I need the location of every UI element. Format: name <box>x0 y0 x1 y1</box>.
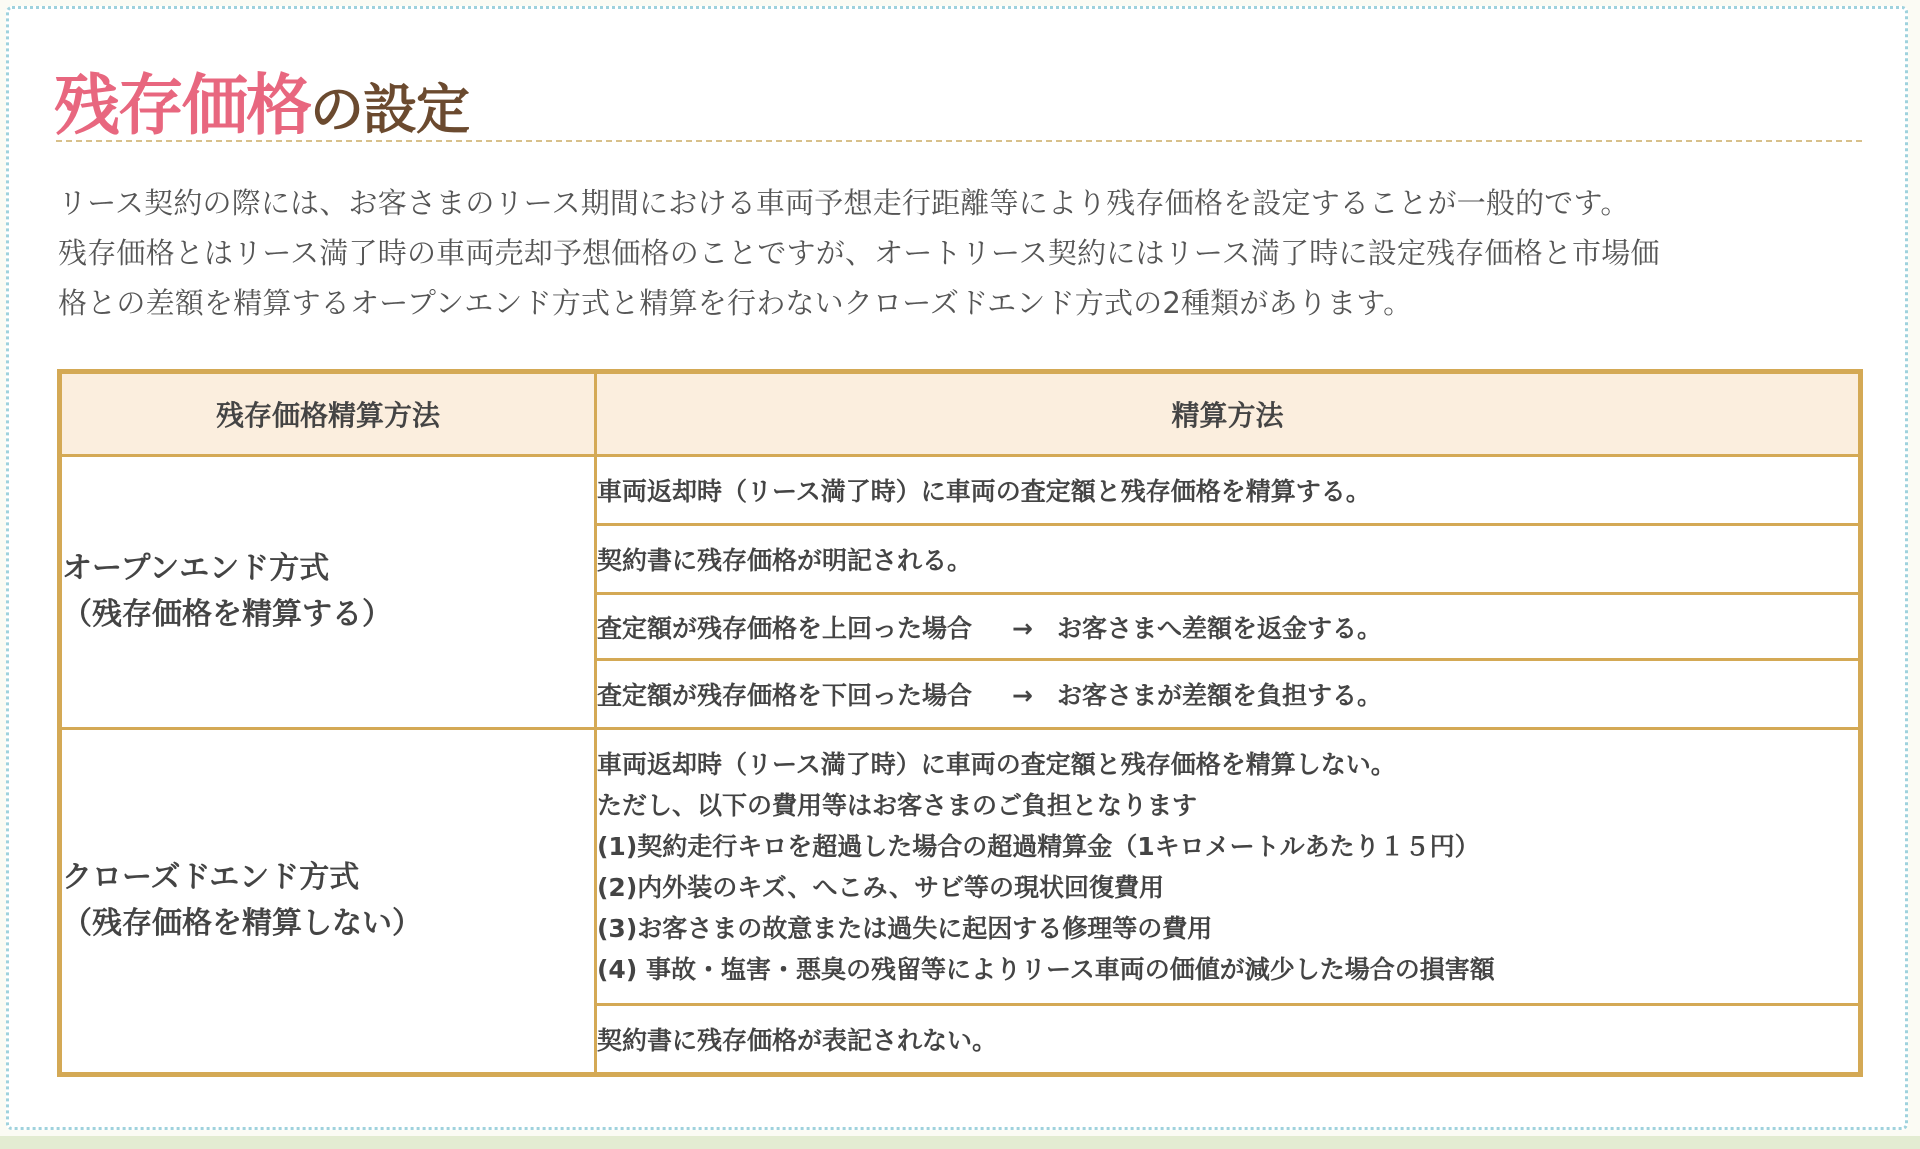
table-row <box>60 729 1861 1005</box>
intro-line: リース契約の際には、お客さまのリース期間における車両予想走行距離等により残存価格を設定することが一般的です。 <box>58 186 1630 220</box>
closed-end-cell <box>60 729 596 1075</box>
open-end-detail-compare <box>596 594 1861 660</box>
open-end-detail: 車両返却時（リース満了時）に車両の査定額と残存価格を精算する。 <box>596 456 1861 525</box>
open-end-detail: 契約書に残存価格が明記される。 <box>596 525 1861 594</box>
closed-end-name: クローズドエンド方式 <box>62 860 360 895</box>
intro-line: 残存価格とはリース満了時の車両売却予想価格のことですが、オートリース契約にはリース満了時に設定残存価格と市場価 <box>58 236 1660 270</box>
intro-text <box>58 178 1878 328</box>
open-end-sub: （残存価格を精算する） <box>62 597 392 632</box>
title-highlight: 残存価格 <box>54 67 310 144</box>
detail-line: 車両返却時（リース満了時）に車両の査定額と残存価格を精算しない。 <box>597 749 1396 779</box>
title-divider <box>56 140 1862 142</box>
closed-end-sub: （残存価格を精算しない） <box>62 906 422 941</box>
page-title <box>54 52 469 147</box>
closed-end-detail: 契約書に残存価格が表記されない。 <box>596 1005 1861 1075</box>
open-end-detail-compare <box>596 660 1861 729</box>
residual-value-table <box>57 369 1863 1077</box>
table-row <box>60 456 1861 525</box>
detail-line: (3)お客さまの故意または過失に起因する修理等の費用 <box>597 913 1213 943</box>
condition-text: 査定額が残存価格を上回った場合 <box>597 613 973 643</box>
detail-line: (4) 事故・塩害・悪臭の残留等によりリース車両の価値が減少した場合の損害額 <box>597 954 1495 984</box>
detail-line: ただし、以下の費用等はお客さまのご負担となります <box>597 790 1198 820</box>
result-text: お客さまが差額を負担する。 <box>1056 681 1382 710</box>
closed-end-detail <box>596 729 1861 1005</box>
result-text: お客さまへ差額を返金する。 <box>1056 613 1382 643</box>
open-end-cell <box>60 456 596 729</box>
condition-text: 査定額が残存価格を下回った場合 <box>597 681 973 710</box>
arrow-right-icon: → <box>1012 681 1033 710</box>
footer-strip <box>0 1136 1920 1149</box>
intro-line: 格との差額を精算するオープンエンド方式と精算を行わないクローズドエンド方式の2種類があります。 <box>58 286 1413 320</box>
table-header-row <box>60 372 1861 456</box>
header-method: 残存価格精算方法 <box>60 372 596 456</box>
detail-line: (2)内外装のキズ、へこみ、サビ等の現状回復費用 <box>597 872 1164 902</box>
title-rest: の設定 <box>310 78 469 141</box>
arrow-right-icon: → <box>1012 613 1033 643</box>
detail-line: (1)契約走行キロを超過した場合の超過精算金（1キロメートルあたり１５円） <box>597 831 1480 861</box>
header-settlement: 精算方法 <box>596 372 1861 456</box>
open-end-name: オープンエンド方式 <box>62 551 330 586</box>
